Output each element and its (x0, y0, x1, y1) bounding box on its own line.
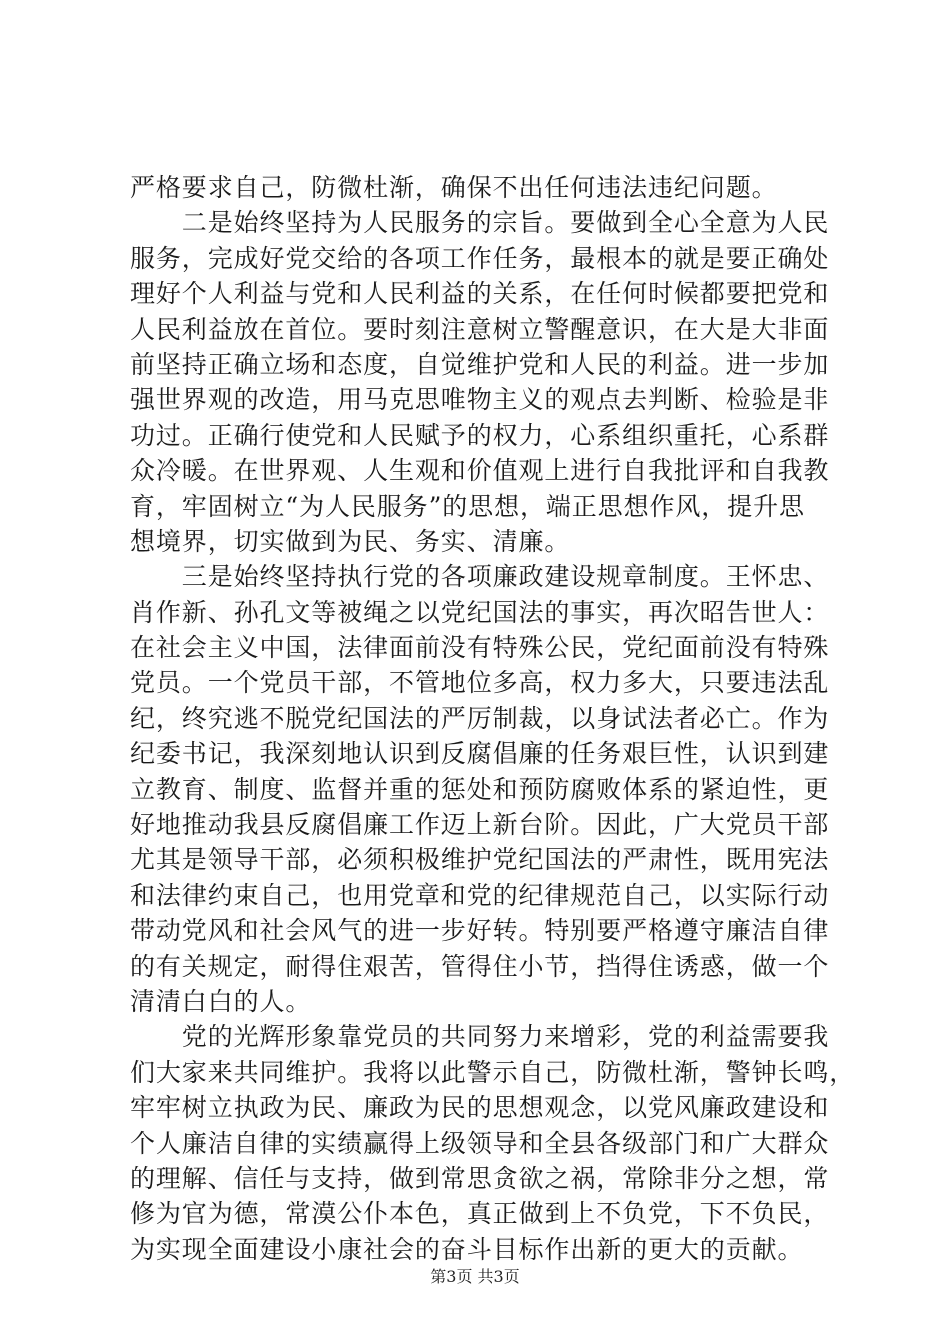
text-line: 功过。正确行使党和人民赋予的权力，心系组织重托，心系群 (130, 420, 830, 450)
text-line: 党员。一个党员干部，不管地位多高，权力多大，只要违法乱 (130, 668, 830, 698)
text-line: 的有关规定，耐得住艰苦，管得住小节，挡得住诱惑，做一个 (130, 951, 830, 981)
text-line: 强世界观的改造，用马克思唯物主义的观点去判断、检验是非 (130, 385, 830, 415)
text-line: 理好个人利益与党和人民利益的关系，在任何时候都要把党和 (130, 279, 830, 309)
text-line: 肖作新、孙孔文等被绳之以党纪国法的事实，再次昭告世人： (130, 597, 830, 627)
text-line: 二是始终坚持为人民服务的宗旨。要做到全心全意为人民 (130, 208, 830, 238)
text-line: 好地推动我县反腐倡廉工作迈上新台阶。因此，广大党员干部 (130, 810, 830, 840)
text-line: 众冷暖。在世界观、人生观和价值观上进行自我批评和自我教 (130, 456, 830, 486)
text-line: 们大家来共同维护。我将以此警示自己，防微杜渐，警钟长鸣， (130, 1057, 856, 1087)
text-line: 纪，终究逃不脱党纪国法的严厉制裁，以身试法者必亡。作为 (130, 703, 830, 733)
page-footer: 第3页 共3页 (430, 1267, 520, 1286)
text-line: 育，牢固树立“为人民服务”的思想，端正思想作风，提升思 (130, 491, 805, 521)
text-line: 前坚持正确立场和态度，自觉维护党和人民的利益。进一步加 (130, 349, 830, 379)
text-line: 人民利益放在首位。要时刻注意树立警醒意识，在大是大非面 (130, 314, 830, 344)
text-line: 在社会主义中国，法律面前没有特殊公民，党纪面前没有特殊 (130, 633, 830, 663)
text-line: 纪委书记，我深刻地认识到反腐倡廉的任务艰巨性，认识到建 (130, 739, 830, 769)
text-line: 立教育、制度、监督并重的惩处和预防腐败体系的紧迫性，更 (130, 774, 830, 804)
text-line: 清清白白的人。 (130, 986, 312, 1016)
text-line: 想境界，切实做到为民、务实、清廉。 (130, 526, 571, 556)
text-line: 和法律约束自己，也用党章和党的纪律规范自己，以实际行动 (130, 880, 830, 910)
text-line: 修为官为德，常漠公仆本色，真正做到上不负党，下不负民， (130, 1199, 830, 1229)
text-line: 的理解、信任与支持，做到常思贪欲之祸，常除非分之想，常 (130, 1163, 830, 1193)
text-line: 服务，完成好党交给的各项工作任务，最根本的就是要正确处 (130, 243, 830, 273)
text-line: 为实现全面建设小康社会的奋斗目标作出新的更大的贡献。 (130, 1234, 804, 1264)
text-line: 带动党风和社会风气的进一步好转。特别要严格遵守廉洁自律 (130, 916, 830, 946)
text-line: 个人廉洁自律的实绩赢得上级领导和全县各级部门和广大群众 (130, 1128, 830, 1158)
text-line: 严格要求自己，防微杜渐，确保不出任何违法违纪问题。 (130, 173, 778, 202)
text-line: 三是始终坚持执行党的各项廉政建设规章制度。王怀忠、 (130, 562, 830, 592)
text-line: 尤其是领导干部，必须积极维护党纪国法的严肃性，既用宪法 (130, 845, 830, 875)
text-line: 党的光辉形象靠党员的共同努力来增彩，党的利益需要我 (130, 1022, 830, 1052)
document-body (130, 170, 856, 1267)
text-line: 牢牢树立执政为民、廉政为民的思想观念，以党风廉政建设和 (130, 1093, 830, 1123)
